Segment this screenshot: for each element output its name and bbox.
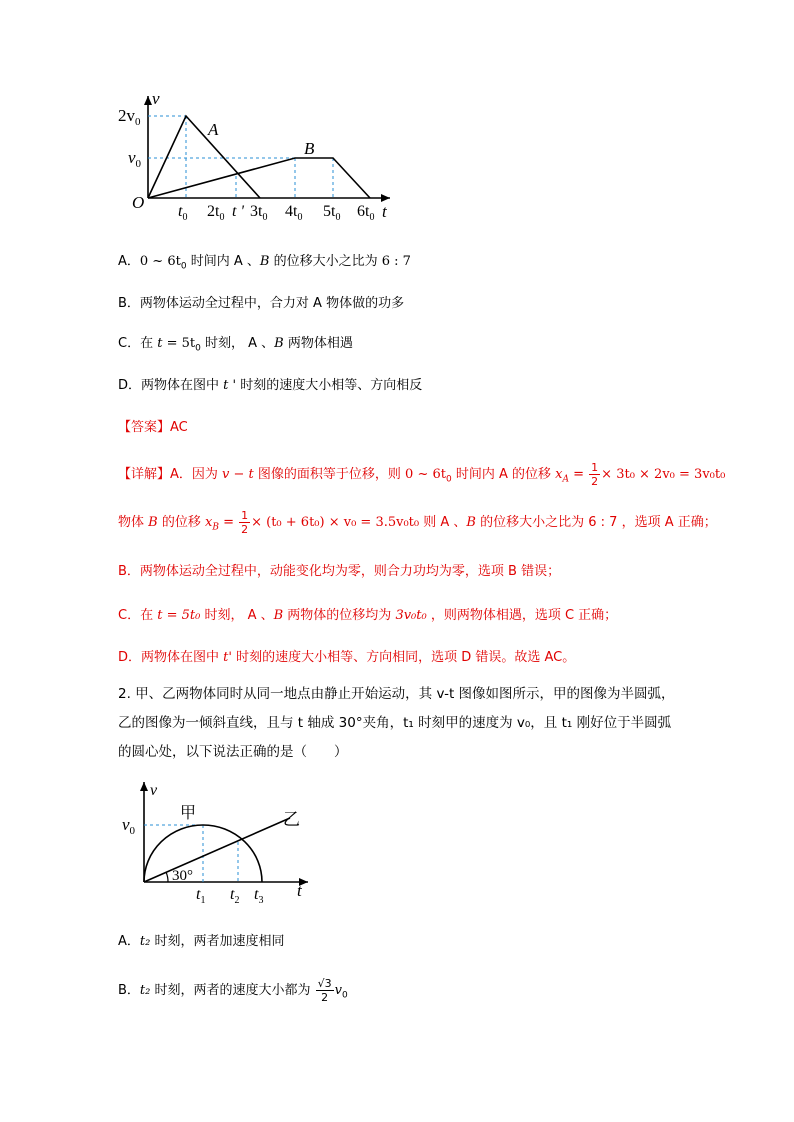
tick-t2: $t_2$ [230, 886, 240, 906]
tick-v0-2: $v_0$ [122, 815, 136, 837]
axis-t-label-2: t [297, 881, 302, 900]
tick-5t0: $5t_0$ [323, 203, 341, 223]
tick-2v0: $2v_0$ [118, 106, 141, 128]
tick-6t0: $6t_0$ [357, 203, 375, 223]
tick-t-prime: t ' [232, 203, 244, 220]
tick-v0: $v_0$ [128, 148, 142, 170]
tick-4t0: $4t_0$ [285, 203, 303, 223]
option-c: C．在 $t = 5t_0$ 时刻， A 、B 两物体相遇 [118, 336, 353, 354]
q2-option-b: B．t₂ 时刻，两者的速度大小都为 $\frac{√3}{2}$ $v_0$ [118, 977, 348, 1004]
series-a-line [148, 116, 260, 198]
vt-graph-ab [0, 80, 794, 310]
question-2-stem: 2. 甲、乙两物体同时从同一地点由静止开始运动，其 v-t 图像如图所示，甲的图像为半圆弧，乙的图像为一倾斜直线，且与 t 轴成 30°夹角，t₁ 时刻甲的速度为 v₀，且 t₁ 刚好位于半圆弧的圆心处，以下说法正确的是（ ） [118, 686, 675, 760]
tick-t3: $t_3$ [254, 886, 264, 906]
jia-label: 甲 [180, 805, 197, 822]
detail-line-2: 物体 B 的位移 $x_B$ = $\frac{1}{2}$ × (t₀ + 6t₀) × v₀ = 3.5v₀t₀ 则 A 、B 的位移大小之比为 6 : 7 ，选项 A 正确； [118, 509, 717, 536]
tick-2t0: $2t_0$ [207, 203, 225, 223]
vt-graph-jia-yi [0, 770, 794, 910]
answer: 【答案】AC [118, 420, 188, 435]
option-b: B．两物体运动全过程中，合力对 A 物体做的功多 [118, 296, 405, 311]
q2-option-a: A．t₂ 时刻，两者加速度相同 [118, 934, 285, 949]
detail-line-5: D．两物体在图中 t' 时刻的速度大小相等、方向相同，选项 D 错误。故选 AC。 [118, 650, 576, 665]
axis-v-label-2: v [150, 782, 158, 799]
angle-label: 30° [172, 868, 193, 884]
option-d: D．两物体在图中 t ' 时刻的速度大小相等、方向相反 [118, 378, 423, 393]
option-a: A．0 ~ $6t_0$ 时间内 A 、B 的位移大小之比为 6 : 7 [118, 254, 411, 272]
tick-t1: $t_1$ [196, 886, 206, 906]
yi-label: 乙 [283, 810, 300, 829]
tick-t0: $t_0$ [178, 203, 188, 223]
origin-label: O [132, 193, 145, 212]
detail-line-1: 【详解】A．因为 v − t 图像的面积等于位移，则 0 ~ $6t_0$ 时间内 A 的位移 $x_A$ = $\frac{1}{2}$ × 3t₀ × 2v₀ = 3v₀t₀ [118, 461, 726, 488]
detail-line-4: C．在 t = 5t₀ 时刻， A 、B 两物体的位移均为 3v₀t₀ ，则两物体相遇，选项 C 正确； [118, 608, 618, 623]
detail-line-3: B．两物体运动全过程中，动能变化均为零，则合力功均为零，选项 B 错误； [118, 564, 561, 579]
series-a-label: A [208, 120, 219, 139]
axis-t-label: t [382, 202, 387, 221]
axis-v-label: v [152, 89, 160, 108]
series-b-line [148, 158, 370, 198]
series-b-label: B [304, 139, 315, 158]
tick-3t0: $3t_0$ [250, 203, 268, 223]
